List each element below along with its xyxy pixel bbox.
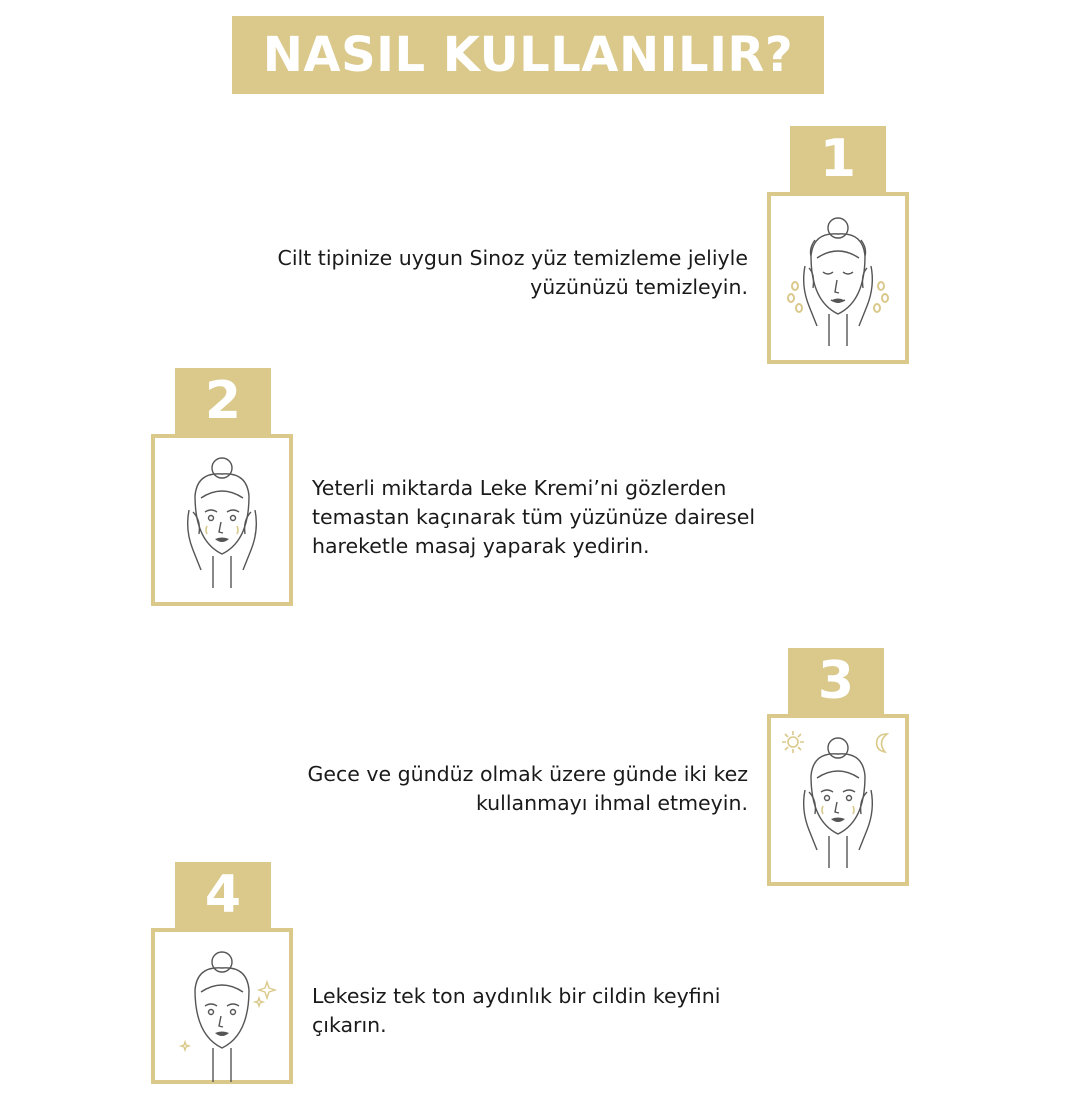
step-2-description [312,474,872,561]
step-2-line-1: Yeterli miktarda Leke Kremi’ni gözlerden [312,476,727,500]
step-2-illustration-frame [151,434,293,606]
step-3-illustration-frame [767,714,909,886]
step-2-line-3: hareketle masaj yaparak yedirin. [312,534,650,558]
step-4-number: 4 [204,865,242,925]
sun-icon [782,731,804,753]
step-1-number: 1 [819,129,857,189]
face-washing-icon [771,196,905,360]
moon-icon [877,734,887,752]
step-4-illustration-frame [151,928,293,1084]
step-1-line-1: Cilt tipinize uygun Sinoz yüz temizleme jeliyle [277,246,748,270]
step-2-number: 2 [204,371,242,431]
step-3-description [150,760,748,818]
title-banner [232,16,824,94]
step-3-number-badge [788,648,884,714]
step-4-line-1: Lekesiz tek ton aydınlık bir cildin keyfini [312,984,721,1008]
step-4-line-2: çıkarın. [312,1013,387,1037]
step-4-description [312,982,872,1040]
face-day-night-icon [771,718,905,882]
step-3-line-1: Gece ve gündüz olmak üzere günde iki kez [307,762,748,786]
step-2-number-badge [175,368,271,434]
step-4-number-badge [175,862,271,928]
page-title: NASIL KULLANILIR? [262,27,794,83]
step-2-line-2: temastan kaçınarak tüm yüzünüze dairesel [312,505,756,529]
step-3-line-2: kullanmayı ihmal etmeyin. [475,791,748,815]
step-1-illustration-frame [767,192,909,364]
step-1-line-2: yüzünüzü temizleyin. [530,275,748,299]
step-3-number: 3 [817,651,855,711]
step-1-description [150,244,748,302]
face-massage-icon [155,438,289,602]
step-1-number-badge [790,126,886,192]
face-sparkle-icon [155,932,289,1096]
